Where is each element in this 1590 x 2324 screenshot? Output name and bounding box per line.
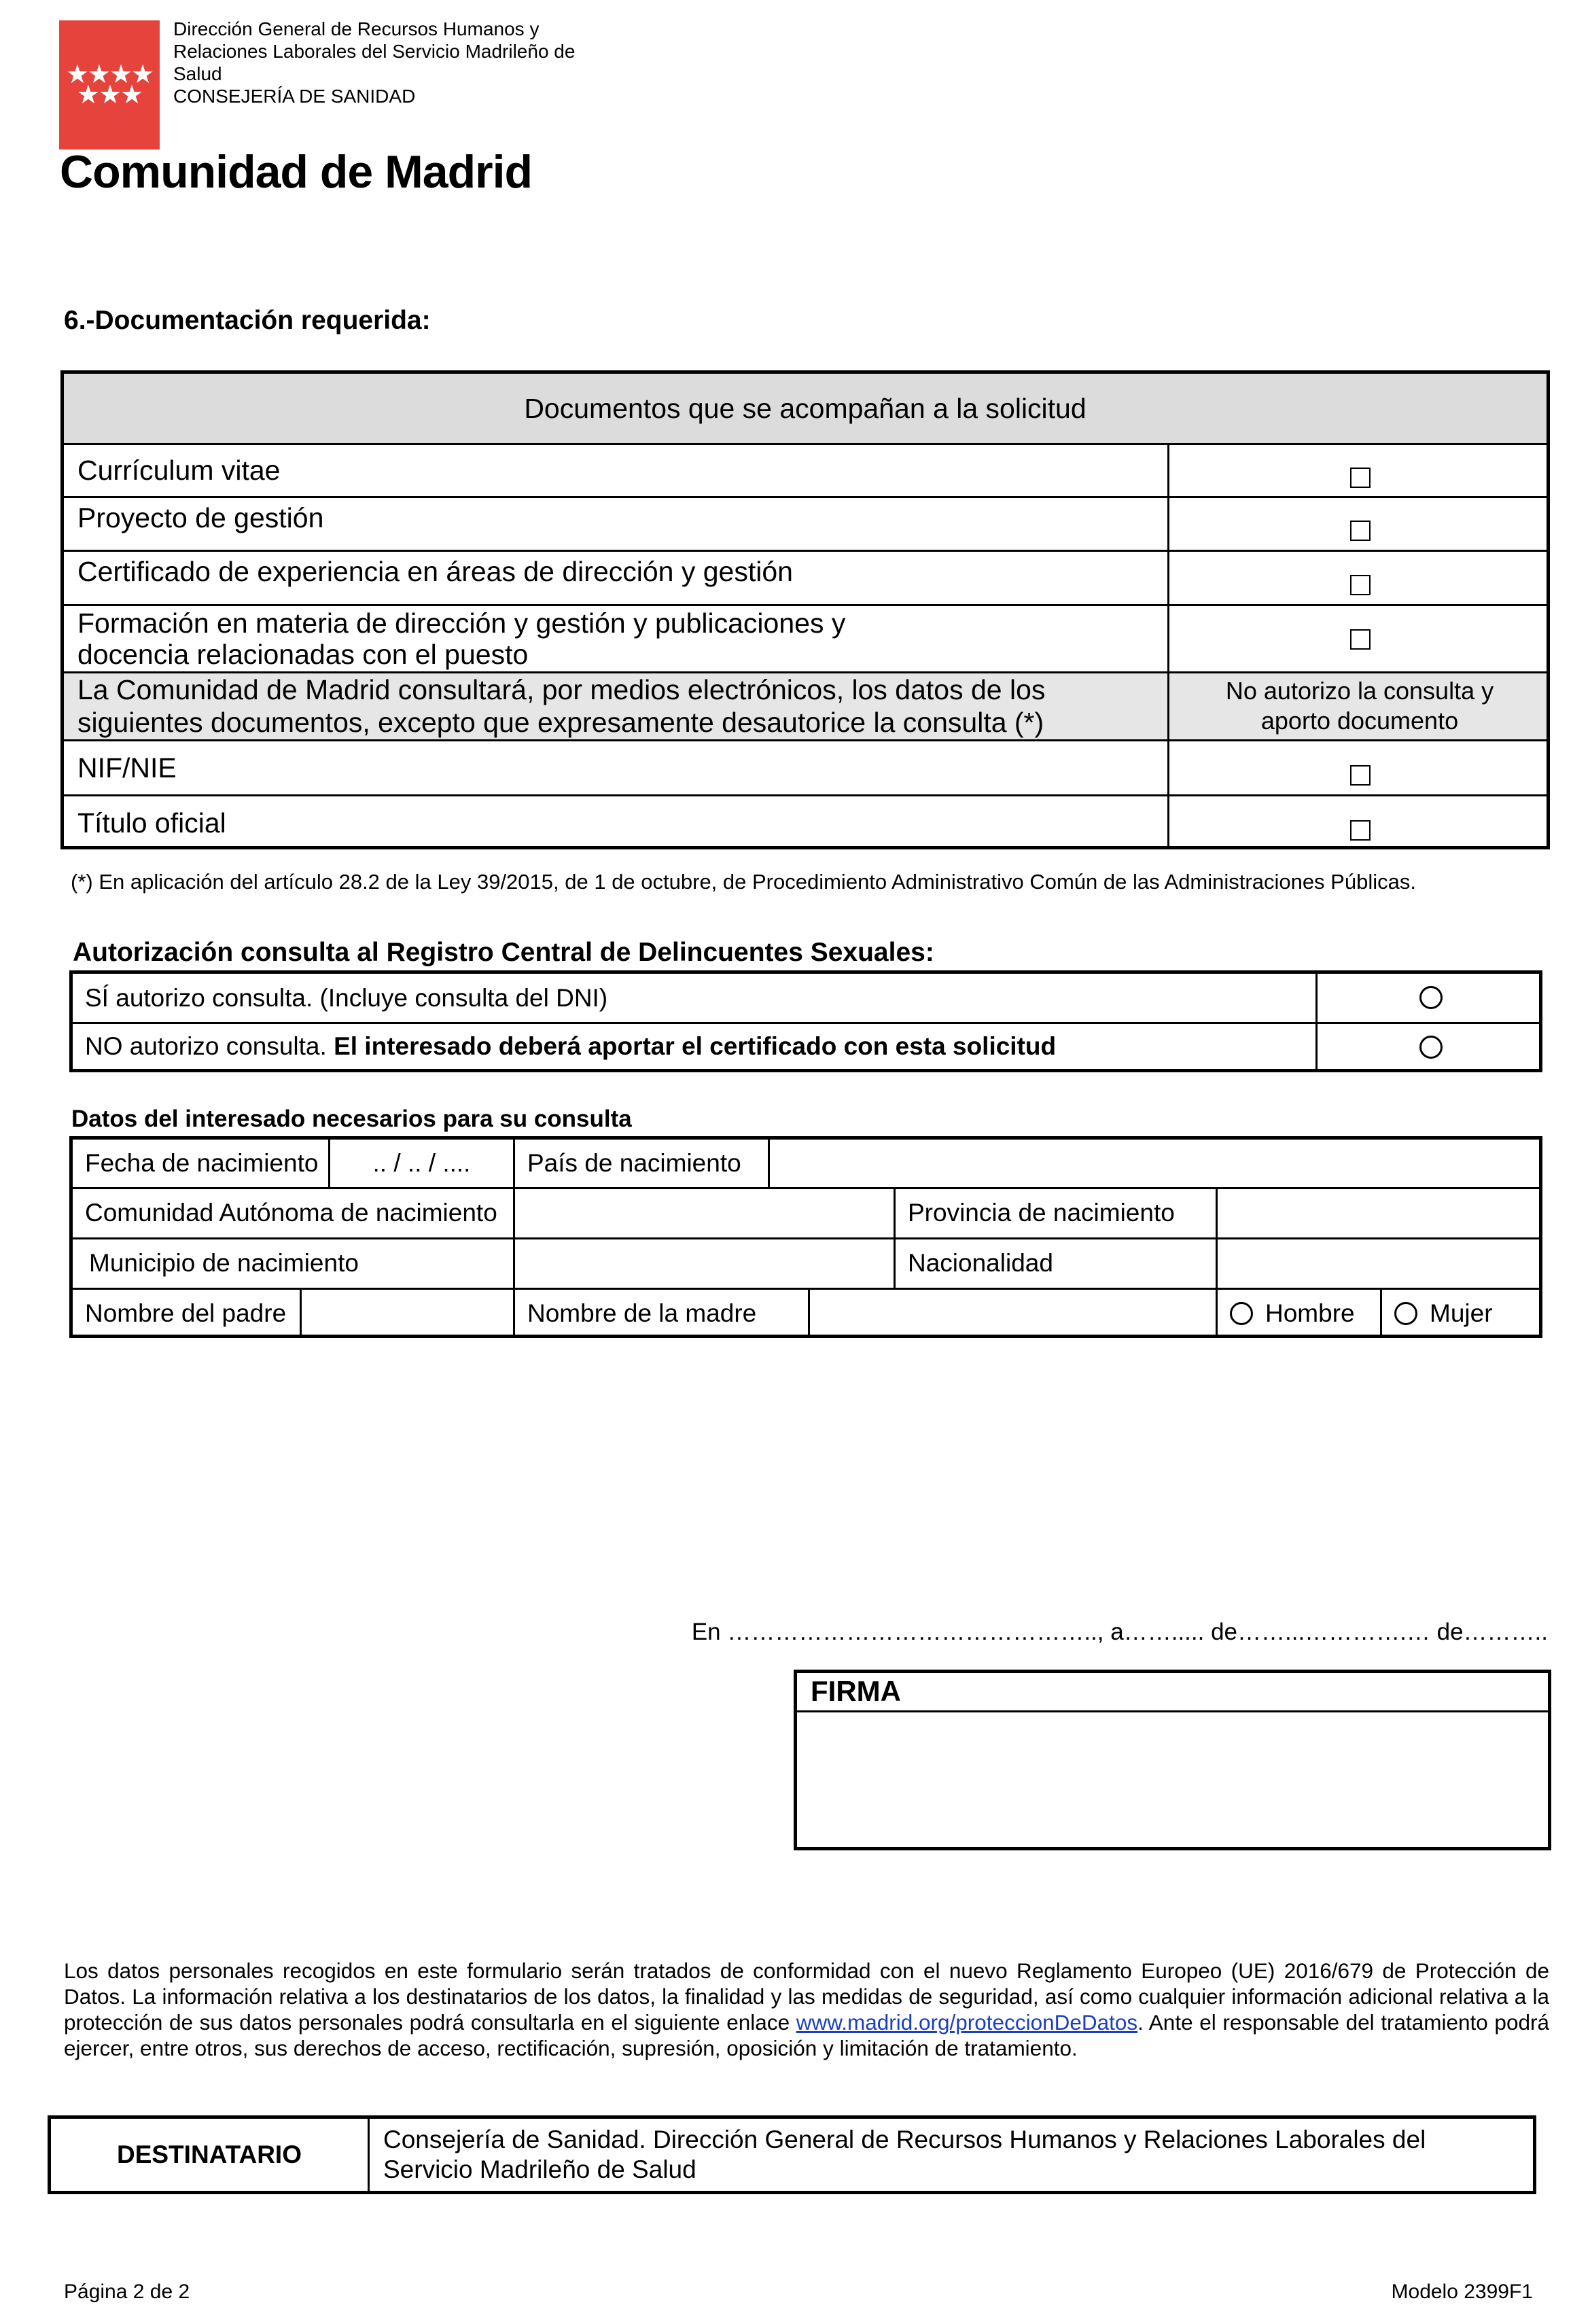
documents-table bbox=[60, 370, 1550, 849]
doc-label: Certificado de experiencia en áreas de dirección y gestión bbox=[77, 556, 793, 587]
checkbox-nif[interactable] bbox=[1350, 765, 1371, 786]
org-line: CONSEJERÍA DE SANIDAD bbox=[173, 86, 416, 107]
doc-label: Proyecto de gestión bbox=[77, 502, 324, 533]
privacy-link[interactable]: www.madrid.org/proteccionDeDatos bbox=[796, 2010, 1138, 2035]
fecha-input[interactable]: .. / .. / .... bbox=[372, 1149, 471, 1177]
doc-label: Formación en materia de dirección y gestión y publicaciones y docencia relacionadas con el puesto bbox=[77, 607, 846, 670]
destinatario-value: Consejería de Sanidad. Dirección General de Recursos Humanos y Relaciones Laborales del Servicio Madrileño de Salud bbox=[383, 2126, 1426, 2183]
madre-input[interactable] bbox=[810, 1289, 1216, 1338]
registro-table bbox=[69, 970, 1542, 1072]
checkbox-certificado[interactable] bbox=[1350, 575, 1371, 595]
radio-registro-yes[interactable] bbox=[1419, 986, 1443, 1009]
destinatario-box bbox=[48, 2115, 1536, 2194]
comunidad-input[interactable] bbox=[515, 1189, 894, 1237]
pais-input[interactable] bbox=[770, 1140, 1539, 1187]
comunidad-label: Comunidad Autónoma de nacimiento bbox=[85, 1199, 497, 1227]
consult-column-header: No autorizo la consulta y aporto documento bbox=[1225, 677, 1494, 735]
checkbox-curriculum[interactable] bbox=[1350, 468, 1371, 488]
fecha-label: Fecha de nacimiento bbox=[85, 1149, 319, 1177]
section-title: 6.-Documentación requerida: bbox=[64, 306, 431, 335]
checkbox-formacion[interactable] bbox=[1350, 629, 1371, 650]
doc-label: Título oficial bbox=[77, 807, 226, 839]
destinatario-label: DESTINATARIO bbox=[116, 2141, 302, 2168]
doc-label: Currículum vitae bbox=[77, 455, 281, 486]
model-number: Modelo 2399F1 bbox=[1391, 2281, 1533, 2303]
firma-box[interactable] bbox=[794, 1670, 1551, 1850]
provincia-label: Provincia de nacimiento bbox=[908, 1199, 1175, 1227]
comunidad-madrid-logo: ★★★★ ★★★ bbox=[59, 20, 160, 149]
municipio-input[interactable] bbox=[515, 1239, 894, 1288]
checkbox-proyecto[interactable] bbox=[1350, 521, 1371, 541]
madre-label: Nombre de la madre bbox=[527, 1299, 757, 1327]
org-line: Dirección General de Recursos Humanos y bbox=[173, 18, 540, 39]
radio-registro-no[interactable] bbox=[1419, 1036, 1443, 1059]
registro-no-bold: El interesado deberá aportar el certificado con esta solicitud bbox=[334, 1032, 1057, 1060]
privacy-text: . Ante el responsable del tratamiento podrá ejercer, entre otros, sus derechos de acceso, rectificación, supresión, oposición y limitación de tratamiento. bbox=[64, 2010, 1549, 2060]
datos-table bbox=[69, 1136, 1542, 1338]
registro-no-text: NO autorizo consulta. bbox=[85, 1032, 334, 1060]
padre-input[interactable] bbox=[302, 1289, 513, 1338]
nacionalidad-label: Nacionalidad bbox=[908, 1249, 1053, 1277]
pais-label: País de nacimiento bbox=[527, 1149, 741, 1177]
registro-title: Autorización consulta al Registro Central de Delincuentes Sexuales: bbox=[73, 938, 934, 967]
sexo-mujer-option[interactable] bbox=[1382, 1289, 1505, 1338]
org-header bbox=[173, 18, 575, 107]
radio-mujer[interactable] bbox=[1394, 1302, 1417, 1325]
registro-yes-label: SÍ autorizo consulta. (Incluye consulta del DNI) bbox=[85, 983, 608, 1012]
datos-title: Datos del interesado necesarios para su consulta bbox=[71, 1106, 632, 1132]
hombre-label: Hombre bbox=[1265, 1299, 1355, 1327]
org-line: Salud bbox=[173, 63, 222, 84]
firma-label: FIRMA bbox=[797, 1673, 1548, 1712]
registro-no-label bbox=[73, 1024, 1315, 1069]
privacy-text: Los datos personales recogidos en este formulario serán tratados de conformidad con el nuevo Reglamento Europeo (UE) 2016/679 de Protección de Datos. La información relativa a los destinatarios de los datos, la finalidad y las medidas de seguridad, así como cualquier información adicional relativa a la protección de sus datos personales podrá consultarla en el siguiente enlace bbox=[64, 1958, 1549, 2035]
nacionalidad-input[interactable] bbox=[1218, 1239, 1539, 1288]
consult-label: La Comunidad de Madrid consultará, por medios electrónicos, los datos de los siguientes documentos, excepto que expresamente desautorice la consulta (*) bbox=[77, 674, 1046, 738]
municipio-label: Municipio de nacimiento bbox=[89, 1249, 359, 1277]
place-date-line: En ……………………………………….., a……..... de……...………….… de……….. bbox=[691, 1619, 1548, 1645]
doc-label: NIF/NIE bbox=[77, 752, 177, 784]
mujer-label: Mujer bbox=[1430, 1299, 1493, 1327]
checkbox-titulo[interactable] bbox=[1350, 820, 1371, 841]
brand-name: Comunidad de Madrid bbox=[60, 146, 532, 198]
page-number: Página 2 de 2 bbox=[64, 2281, 190, 2303]
footnote: (*) En aplicación del artículo 28.2 de la Ley 39/2015, de 1 de octubre, de Procedimiento Administrativo Común de las Administraciones Públicas. bbox=[71, 870, 1416, 894]
provincia-input[interactable] bbox=[1218, 1189, 1539, 1237]
radio-hombre[interactable] bbox=[1230, 1302, 1253, 1325]
padre-label: Nombre del padre bbox=[85, 1299, 287, 1327]
privacy-notice bbox=[64, 1958, 1549, 2061]
org-line: Relaciones Laborales del Servicio Madrileño de bbox=[173, 41, 576, 62]
table-header: Documentos que se acompañan a la solicitud bbox=[64, 374, 1547, 443]
sexo-hombre-option[interactable] bbox=[1218, 1289, 1367, 1338]
